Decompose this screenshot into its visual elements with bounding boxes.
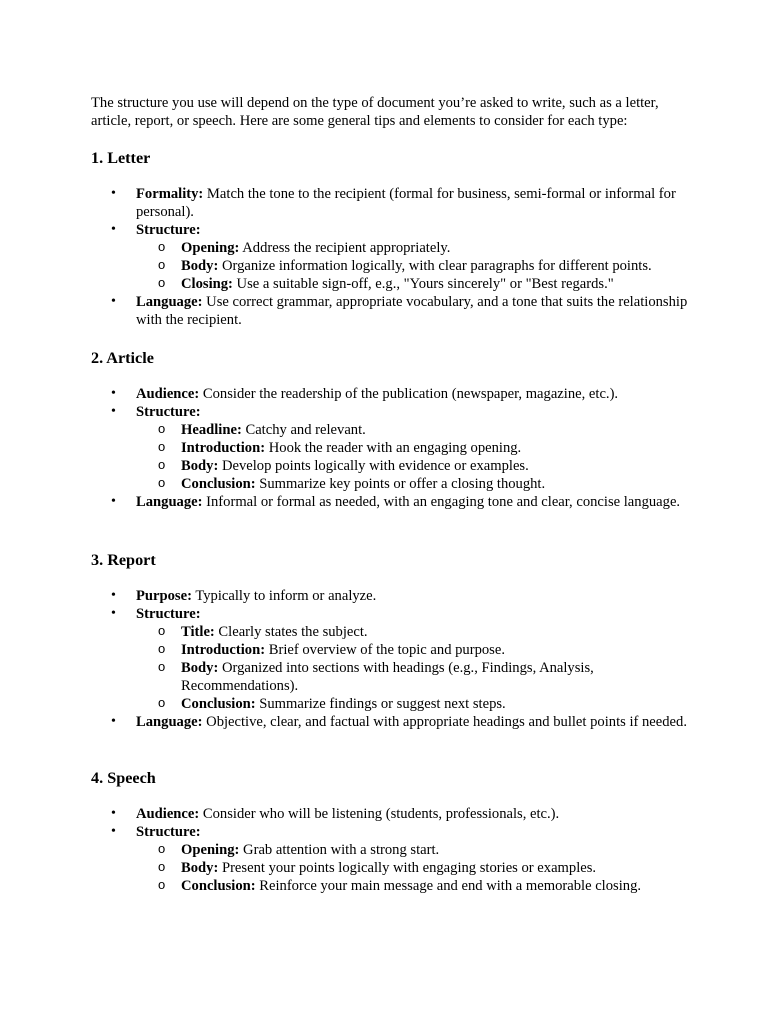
sub-item-text: Use a suitable sign-off, e.g., "Yours sincerely" or "Best regards." bbox=[232, 276, 614, 292]
sub-item-term: Body: bbox=[181, 258, 219, 274]
bullet-icon: • bbox=[111, 588, 116, 603]
circle-bullet-icon: o bbox=[158, 239, 166, 254]
bullet-icon: • bbox=[111, 714, 116, 729]
sub-item-text: Reinforce your main message and end with a memorable closing. bbox=[255, 878, 642, 894]
item-text: Use correct grammar, appropriate vocabulary, and a tone that suits the relationship with the recipient. bbox=[136, 294, 688, 328]
section-3 bbox=[91, 550, 691, 731]
sub-list-item bbox=[136, 439, 691, 457]
sub-list-item bbox=[136, 475, 691, 493]
circle-bullet-icon: o bbox=[158, 421, 166, 436]
item-term: Structure: bbox=[136, 824, 201, 840]
list-item bbox=[91, 823, 691, 895]
bullet-list bbox=[91, 185, 691, 329]
item-text: Match the tone to the recipient (formal for business, semi-formal or informal for personal). bbox=[136, 186, 676, 220]
list-item bbox=[91, 403, 691, 493]
circle-bullet-icon: o bbox=[158, 439, 166, 454]
sub-item-term: Closing: bbox=[181, 276, 233, 292]
sub-item-term: Headline: bbox=[181, 422, 242, 438]
bullet-icon: • bbox=[111, 606, 116, 621]
bullet-icon: • bbox=[111, 186, 116, 201]
list-item bbox=[91, 493, 691, 511]
item-term: Audience: bbox=[136, 806, 200, 822]
item-term: Structure: bbox=[136, 222, 201, 238]
sub-item-text: Present your points logically with engaging stories or examples. bbox=[218, 860, 597, 876]
sub-item-text: Catchy and relevant. bbox=[241, 422, 366, 438]
bullet-icon: • bbox=[111, 404, 116, 419]
item-term: Audience: bbox=[136, 386, 200, 402]
intro-paragraph: The structure you use will depend on the type of document you’re asked to write, such as a letter, article, report, or speech. Here are some general tips and elements to consider for each type: bbox=[91, 95, 659, 129]
section-heading: 2. Article bbox=[91, 349, 154, 367]
sub-item-term: Body: bbox=[181, 660, 219, 676]
bullet-icon: • bbox=[111, 222, 116, 237]
item-text: Consider the readership of the publication (newspaper, magazine, etc.). bbox=[199, 386, 619, 402]
sub-list-item bbox=[136, 275, 691, 293]
sub-list-item bbox=[136, 641, 691, 659]
section-1 bbox=[91, 148, 691, 329]
sub-item-term: Introduction: bbox=[181, 642, 266, 658]
sub-item-term: Body: bbox=[181, 860, 219, 876]
section-2 bbox=[91, 348, 691, 511]
list-item bbox=[91, 385, 691, 403]
section-heading: 3. Report bbox=[91, 551, 156, 569]
item-term: Structure: bbox=[136, 404, 201, 420]
sub-list-item bbox=[136, 859, 691, 877]
sub-item-term: Conclusion: bbox=[181, 696, 256, 712]
list-item bbox=[91, 587, 691, 605]
circle-bullet-icon: o bbox=[158, 659, 166, 674]
item-term: Language: bbox=[136, 494, 203, 510]
item-term: Language: bbox=[136, 714, 203, 730]
sub-list-item bbox=[136, 877, 691, 895]
sub-list-item bbox=[136, 257, 691, 275]
item-text: Informal or formal as needed, with an engaging tone and clear, concise language. bbox=[202, 494, 681, 510]
item-term: Purpose: bbox=[136, 588, 192, 604]
circle-bullet-icon: o bbox=[158, 623, 166, 638]
sub-list-item bbox=[136, 695, 691, 713]
sub-list-item bbox=[136, 239, 691, 257]
circle-bullet-icon: o bbox=[158, 457, 166, 472]
sub-item-text: Develop points logically with evidence or examples. bbox=[218, 458, 529, 474]
circle-bullet-icon: o bbox=[158, 257, 166, 272]
sub-list-item bbox=[136, 841, 691, 859]
circle-bullet-icon: o bbox=[158, 695, 166, 710]
circle-bullet-icon: o bbox=[158, 877, 166, 892]
bullet-list bbox=[91, 385, 691, 511]
sub-list-item bbox=[136, 421, 691, 439]
circle-bullet-icon: o bbox=[158, 841, 166, 856]
bullet-icon: • bbox=[111, 824, 116, 839]
sub-list bbox=[136, 421, 691, 493]
sub-item-text: Clearly states the subject. bbox=[214, 624, 368, 640]
list-item bbox=[91, 185, 691, 221]
bullet-icon: • bbox=[111, 806, 116, 821]
sub-item-text: Summarize key points or offer a closing thought. bbox=[255, 476, 546, 492]
item-text: Typically to inform or analyze. bbox=[191, 588, 377, 604]
sub-item-text: Organized into sections with headings (e.g., Findings, Analysis, Recommendations). bbox=[181, 660, 594, 694]
sub-item-term: Opening: bbox=[181, 842, 240, 858]
bullet-list bbox=[91, 805, 691, 895]
sub-item-text: Organize information logically, with clear paragraphs for different points. bbox=[218, 258, 652, 274]
item-term: Language: bbox=[136, 294, 203, 310]
sub-list-item bbox=[136, 457, 691, 475]
section-4 bbox=[91, 768, 691, 895]
sub-item-term: Conclusion: bbox=[181, 878, 256, 894]
document-page bbox=[91, 94, 691, 130]
sub-item-text: Grab attention with a strong start. bbox=[239, 842, 440, 858]
bullet-list bbox=[91, 587, 691, 731]
circle-bullet-icon: o bbox=[158, 275, 166, 290]
sub-item-term: Conclusion: bbox=[181, 476, 256, 492]
section-heading: 4. Speech bbox=[91, 769, 156, 787]
circle-bullet-icon: o bbox=[158, 475, 166, 490]
list-item bbox=[91, 713, 691, 731]
bullet-icon: • bbox=[111, 494, 116, 509]
item-text: Consider who will be listening (students, professionals, etc.). bbox=[199, 806, 560, 822]
sub-list bbox=[136, 841, 691, 895]
list-item bbox=[91, 293, 691, 329]
sub-item-text: Address the recipient appropriately. bbox=[239, 240, 451, 256]
list-item bbox=[91, 605, 691, 713]
sub-item-text: Brief overview of the topic and purpose. bbox=[265, 642, 505, 658]
circle-bullet-icon: o bbox=[158, 641, 166, 656]
item-text: Objective, clear, and factual with appropriate headings and bullet points if needed. bbox=[202, 714, 687, 730]
bullet-icon: • bbox=[111, 294, 116, 309]
section-heading: 1. Letter bbox=[91, 149, 151, 167]
sub-item-term: Opening: bbox=[181, 240, 240, 256]
sub-item-term: Introduction: bbox=[181, 440, 266, 456]
sub-item-term: Title: bbox=[181, 624, 215, 640]
list-item bbox=[91, 221, 691, 293]
list-item bbox=[91, 805, 691, 823]
item-term: Structure: bbox=[136, 606, 201, 622]
sub-list bbox=[136, 239, 691, 293]
sub-item-text: Hook the reader with an engaging opening. bbox=[265, 440, 522, 456]
sub-item-text: Summarize findings or suggest next steps. bbox=[255, 696, 506, 712]
bullet-icon: • bbox=[111, 386, 116, 401]
item-term: Formality: bbox=[136, 186, 204, 202]
sub-list-item bbox=[136, 623, 691, 641]
sub-list-item bbox=[136, 659, 691, 695]
sub-list bbox=[136, 623, 691, 713]
sub-item-term: Body: bbox=[181, 458, 219, 474]
circle-bullet-icon: o bbox=[158, 859, 166, 874]
